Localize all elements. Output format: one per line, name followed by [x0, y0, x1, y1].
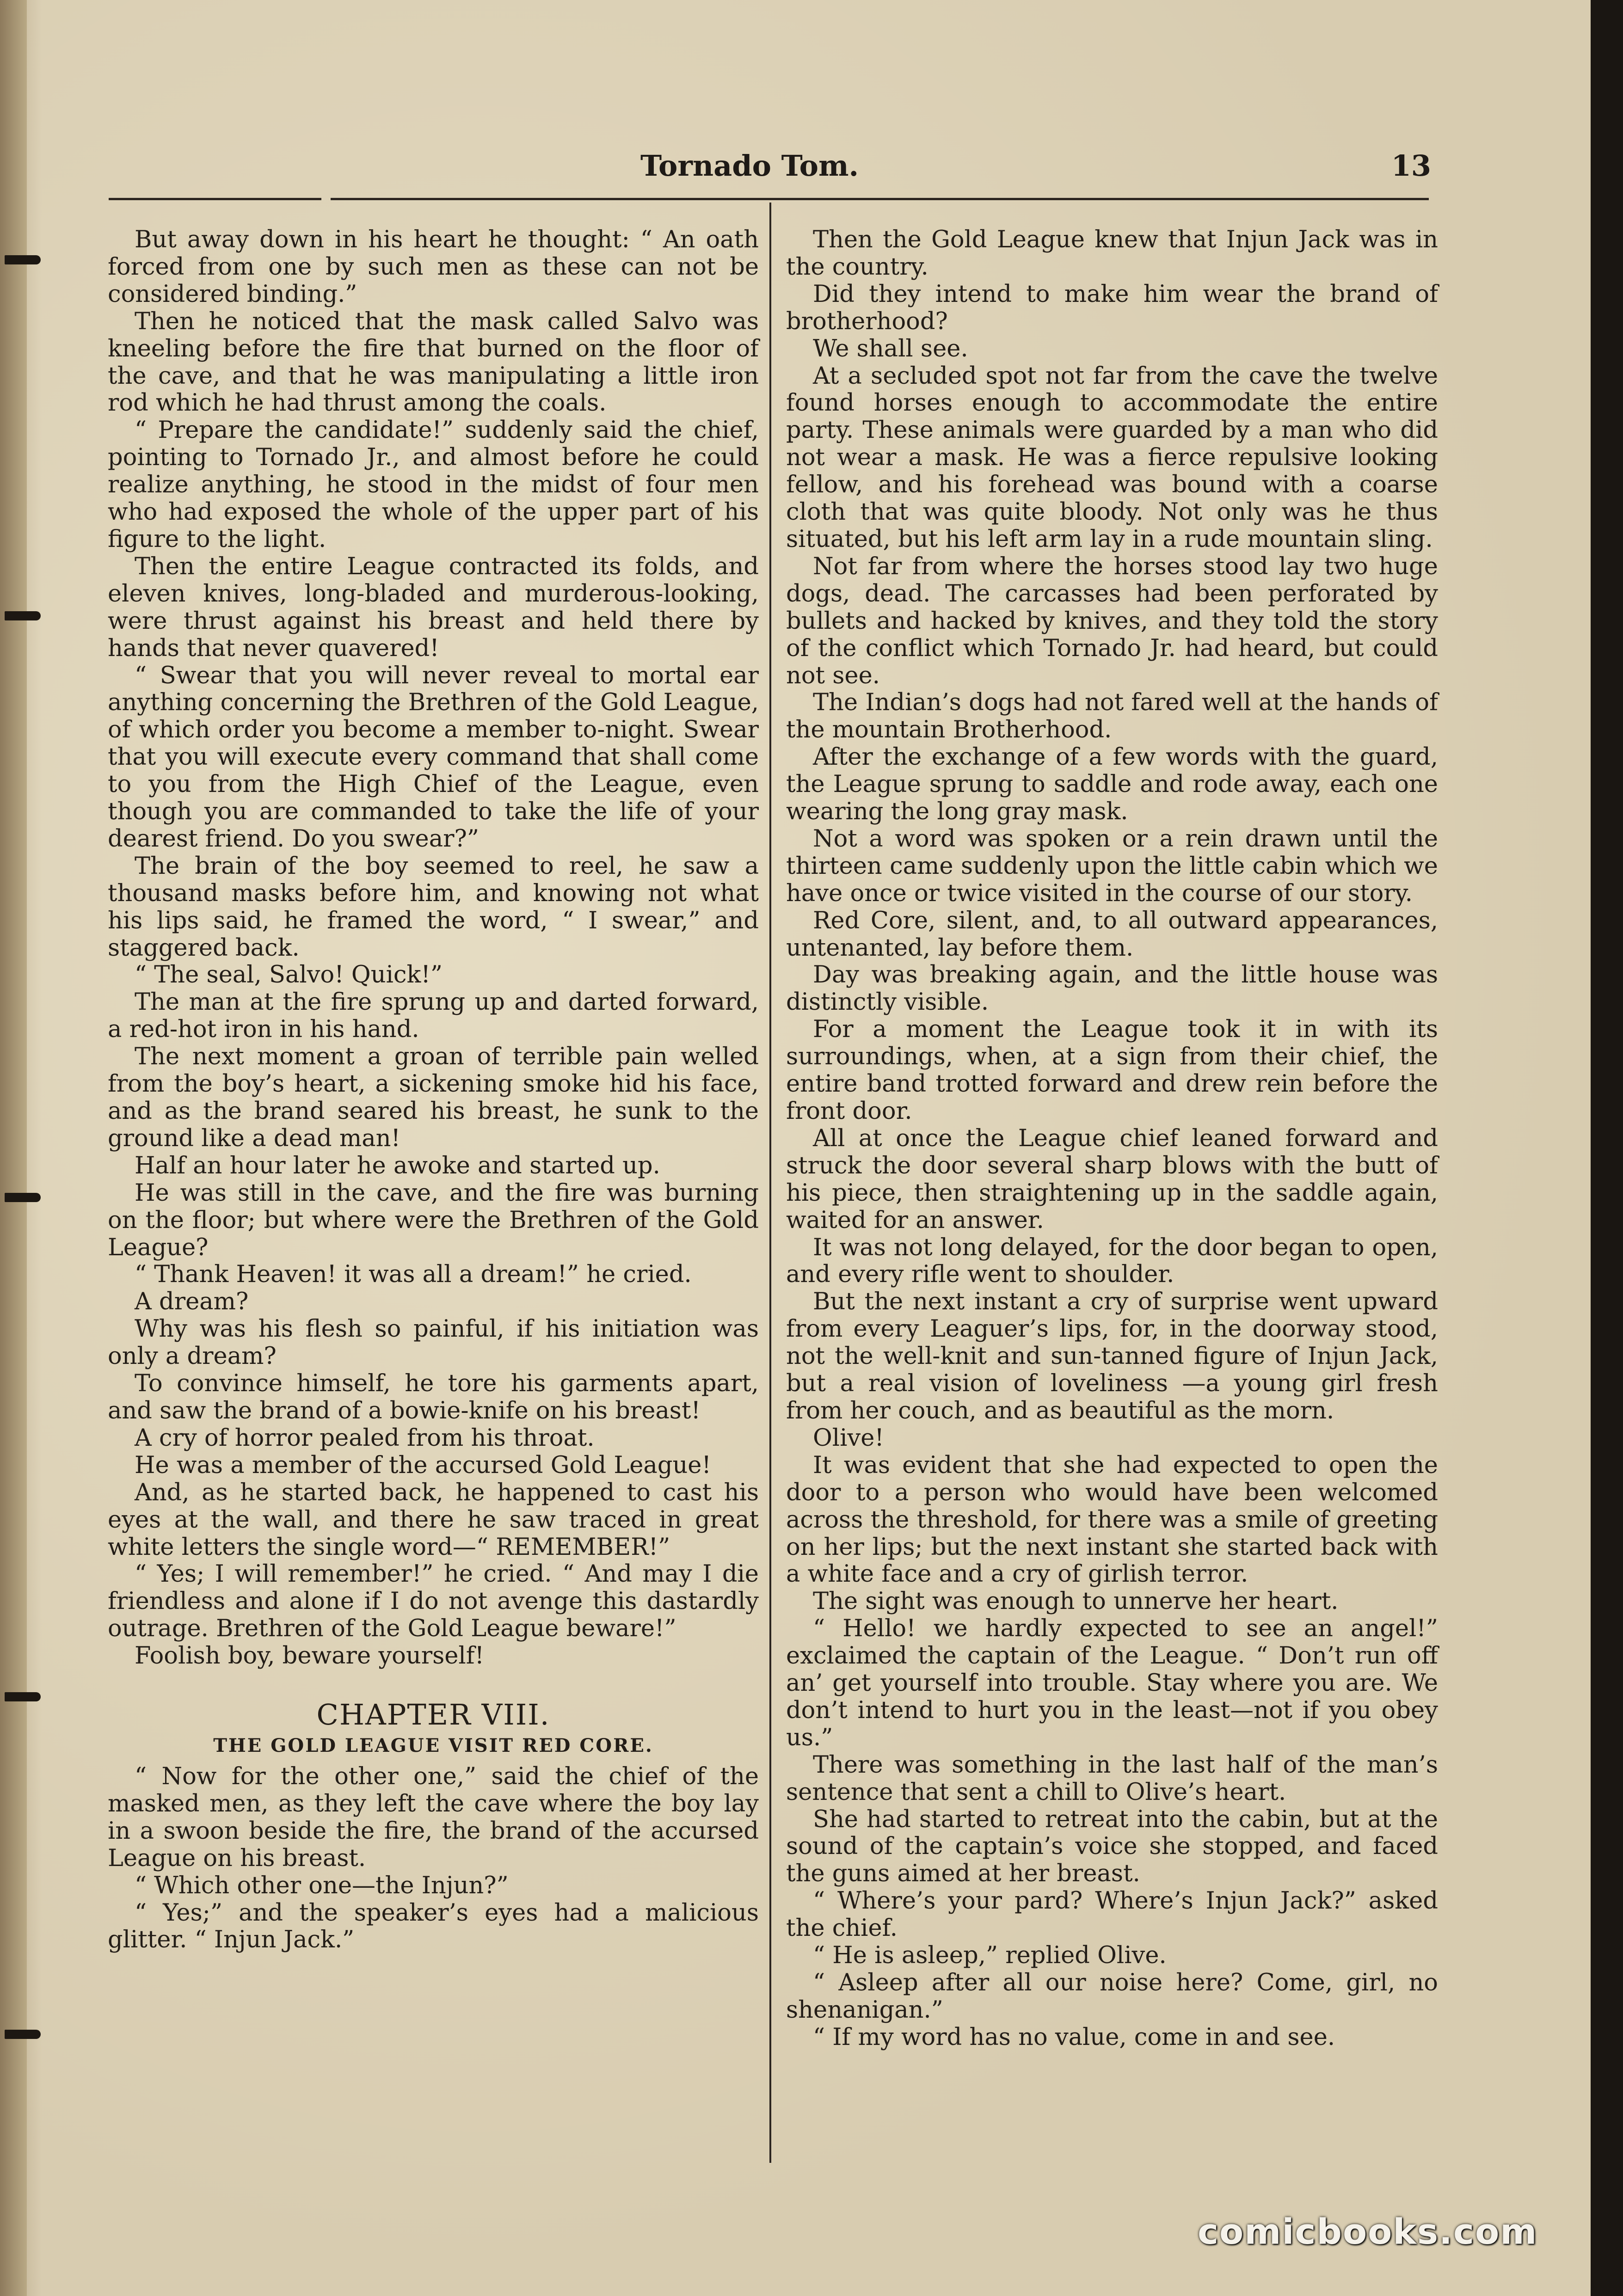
paragraph: Then the Gold League knew that Injun Jack was in the country. — [786, 226, 1438, 281]
paragraph: Did they intend to make him wear the brand of brotherhood? — [786, 280, 1438, 335]
page-number: 13 — [1391, 149, 1431, 183]
running-header — [109, 149, 1431, 183]
paragraph: And, as he started back, he happened to cast his eyes at the wall, and there he saw traced in great white letters the single word—“ REMEMBER!” — [108, 1479, 759, 1561]
chapter-subheading: THE GOLD LEAGUE VISIT RED CORE. — [213, 1735, 653, 1757]
paragraph: At a secluded spot not far from the cave the twelve found horses enough to accommodate the entire party. These animals were guarded by a man who did not wear a mask. He was a fierce repulsive looking fellow, and his forehead was bound with a coarse cloth that was quite bloody. Not only was he thus situated, but his left arm lay in a rude mountain sling. — [786, 362, 1438, 553]
paragraph: Then he noticed that the mask called Salvo was kneeling before the fire that burned on the floor of the cave, and that he was manipulating a little iron rod which he had thrust among the coals. — [108, 307, 759, 417]
paragraph: “ Now for the other one,” said the chief of the masked men, as they left the cave where the boy lay in a swoon beside the fire, the brand of the accursed League on his breast. — [108, 1763, 759, 1872]
left-column — [108, 227, 759, 1954]
binding-tab — [5, 1191, 37, 1204]
paragraph: For a moment the League took it in with its surroundings, when, at a sign from their chief, the entire band trotted forward and drew rein before the front door. — [786, 1016, 1438, 1125]
binding-tab — [5, 2028, 37, 2041]
paragraph: He was a member of the accursed Gold League! — [135, 1451, 711, 1479]
paragraph: “ Asleep after all our noise here? Come, girl, no shenanigan.” — [786, 1969, 1438, 2024]
paragraph: But away down in his heart he thought: “ An oath forced from one by such men as these can not be considered binding.” — [108, 226, 759, 308]
paragraph: But the next instant a cry of surprise went upward from every Leaguer’s lips, for, in the doorway stood, not the well-knit and sun-tanned figure of Injun Jack, but a real vision of loveliness —a young girl fresh from her couch, and as beautiful as the morn. — [786, 1288, 1438, 1424]
paragraph: There was something in the last half of the man’s sentence that sent a chill to Olive’s heart. — [786, 1751, 1438, 1806]
paragraph: “ Yes; I will remember!” he cried. “ And may I die friendless and alone if I do not avenge this dastardly outrage. Brethren of the Gold League beware!” — [108, 1560, 759, 1643]
paragraph: She had started to retreat into the cabin, but at the sound of the captain’s voice she stopped, and faced the guns aimed at her breast. — [786, 1805, 1438, 1888]
paragraph: Day was breaking again, and the little house was distinctly visible. — [786, 961, 1438, 1016]
paragraph: Half an hour later he awoke and started up. — [135, 1152, 660, 1179]
paragraph: “ If my word has no value, come in and see. — [813, 2023, 1335, 2051]
paragraph: “ Yes;” and the speaker’s eyes had a malicious glitter. “ Injun Jack.” — [108, 1899, 759, 1954]
paragraph: All at once the League chief leaned forward and struck the door several sharp blows with the butt of his piece, then straightening up in the saddle again, waited for an answer. — [786, 1124, 1438, 1234]
paragraph: The brain of the boy seemed to reel, he saw a thousand masks before him, and knowing not what his lips said, he framed the word, “ I swear,” and staggered back. — [108, 852, 759, 962]
paragraph: “ The seal, Salvo! Quick!” — [135, 961, 443, 989]
running-title: Tornado Tom. — [640, 149, 859, 183]
paragraph: Not far from where the horses stood lay two huge dogs, dead. The carcasses had been perforated by bullets and hacked by knives, and they told the story of the conflict which Tornado Jr. had heard, but could not see. — [786, 553, 1438, 689]
paragraph: The sight was enough to unnerve her heart. — [813, 1588, 1339, 1615]
paragraph: Not a word was spoken or a rein drawn until the thirteen came suddenly upon the little cabin which we have once or twice visited in the course of our story. — [786, 825, 1438, 907]
paragraph: “ Prepare the candidate!” suddenly said the chief, pointing to Tornado Jr., and almost before he could realize anything, he stood in the midst of four men who had exposed the whole of the upper part of his figure to the light. — [108, 417, 759, 553]
right-column — [786, 227, 1438, 2051]
column-divider — [769, 203, 771, 2163]
binding-tab — [5, 609, 37, 622]
chapter-heading: CHAPTER VIII. — [316, 1698, 550, 1732]
paragraph: “ He is asleep,” replied Olive. — [813, 1942, 1167, 1970]
paragraph: Foolish boy, beware yourself! — [135, 1642, 485, 1670]
paragraph: Why was his flesh so painful, if his initiation was only a dream? — [108, 1315, 759, 1370]
paragraph: We shall see. — [813, 335, 968, 362]
binding-tab — [5, 253, 37, 266]
paragraph: The man at the fire sprung up and darted forward, a red-hot iron in his hand. — [108, 988, 759, 1044]
paragraph: Red Core, silent, and, to all outward appearances, untenanted, lay before them. — [786, 907, 1438, 962]
paragraph: He was still in the cave, and the fire was burning on the floor; but where were the Brethren of the Gold League? — [108, 1179, 759, 1261]
paragraph: A dream? — [135, 1288, 249, 1316]
site-watermark: comicbooks.com — [1198, 2211, 1538, 2252]
binding-tab — [5, 1690, 37, 1703]
paragraph: “ Thank Heaven! it was all a dream!” he cried. — [135, 1261, 692, 1289]
paragraph: “ Hello! we hardly expected to see an angel!” exclaimed the captain of the League. “ Don’t run off an’ get yourself into trouble. Stay where you are. We don’t intend to hurt you in the least—not if you obey us.” — [786, 1615, 1438, 1751]
paragraph: “ Where’s your pard? Where’s Injun Jack?” asked the chief. — [786, 1887, 1438, 1942]
paragraph: The next moment a groan of terrible pain welled from the boy’s heart, a sickening smoke hid his face, and as the brand seared his breast, he sunk to the ground like a dead man! — [108, 1043, 759, 1152]
header-rule — [331, 198, 1429, 200]
paragraph: Olive! — [813, 1424, 884, 1452]
paragraph: “ Which other one—the Injun?” — [135, 1872, 509, 1899]
paragraph: The Indian’s dogs had not fared well at the hands of the mountain Brotherhood. — [786, 689, 1438, 744]
paragraph: Then the entire League contracted its folds, and eleven knives, long-bladed and murderous-looking, were thrust against his breast and held there by hands that never quavered! — [108, 553, 759, 662]
paragraph: “ Swear that you will never reveal to mortal ear anything concerning the Brethren of the Gold League, of which order you become a member to-night. Swear that you will execute every command that shall come to you from the High Chief of the League, even though you are commanded to take the life of your dearest friend. Do you swear?” — [108, 662, 759, 853]
page-gutter — [0, 0, 27, 2296]
header-rule — [109, 198, 321, 200]
paragraph: It was evident that she had expected to open the door to a person who would have been welcomed across the threshold, for there was a smile of greeting on her lips; but the next instant she started back with a white face and a cry of girlish terror. — [786, 1451, 1438, 1588]
paragraph: To convince himself, he tore his garments apart, and saw the brand of a bowie-knife on his breast! — [108, 1370, 759, 1424]
paragraph: After the exchange of a few words with the guard, the League sprung to saddle and rode away, each one wearing the long gray mask. — [786, 743, 1438, 826]
paragraph: It was not long delayed, for the door began to open, and every rifle went to shoulder. — [786, 1234, 1438, 1289]
paragraph: A cry of horror pealed from his throat. — [135, 1424, 595, 1452]
